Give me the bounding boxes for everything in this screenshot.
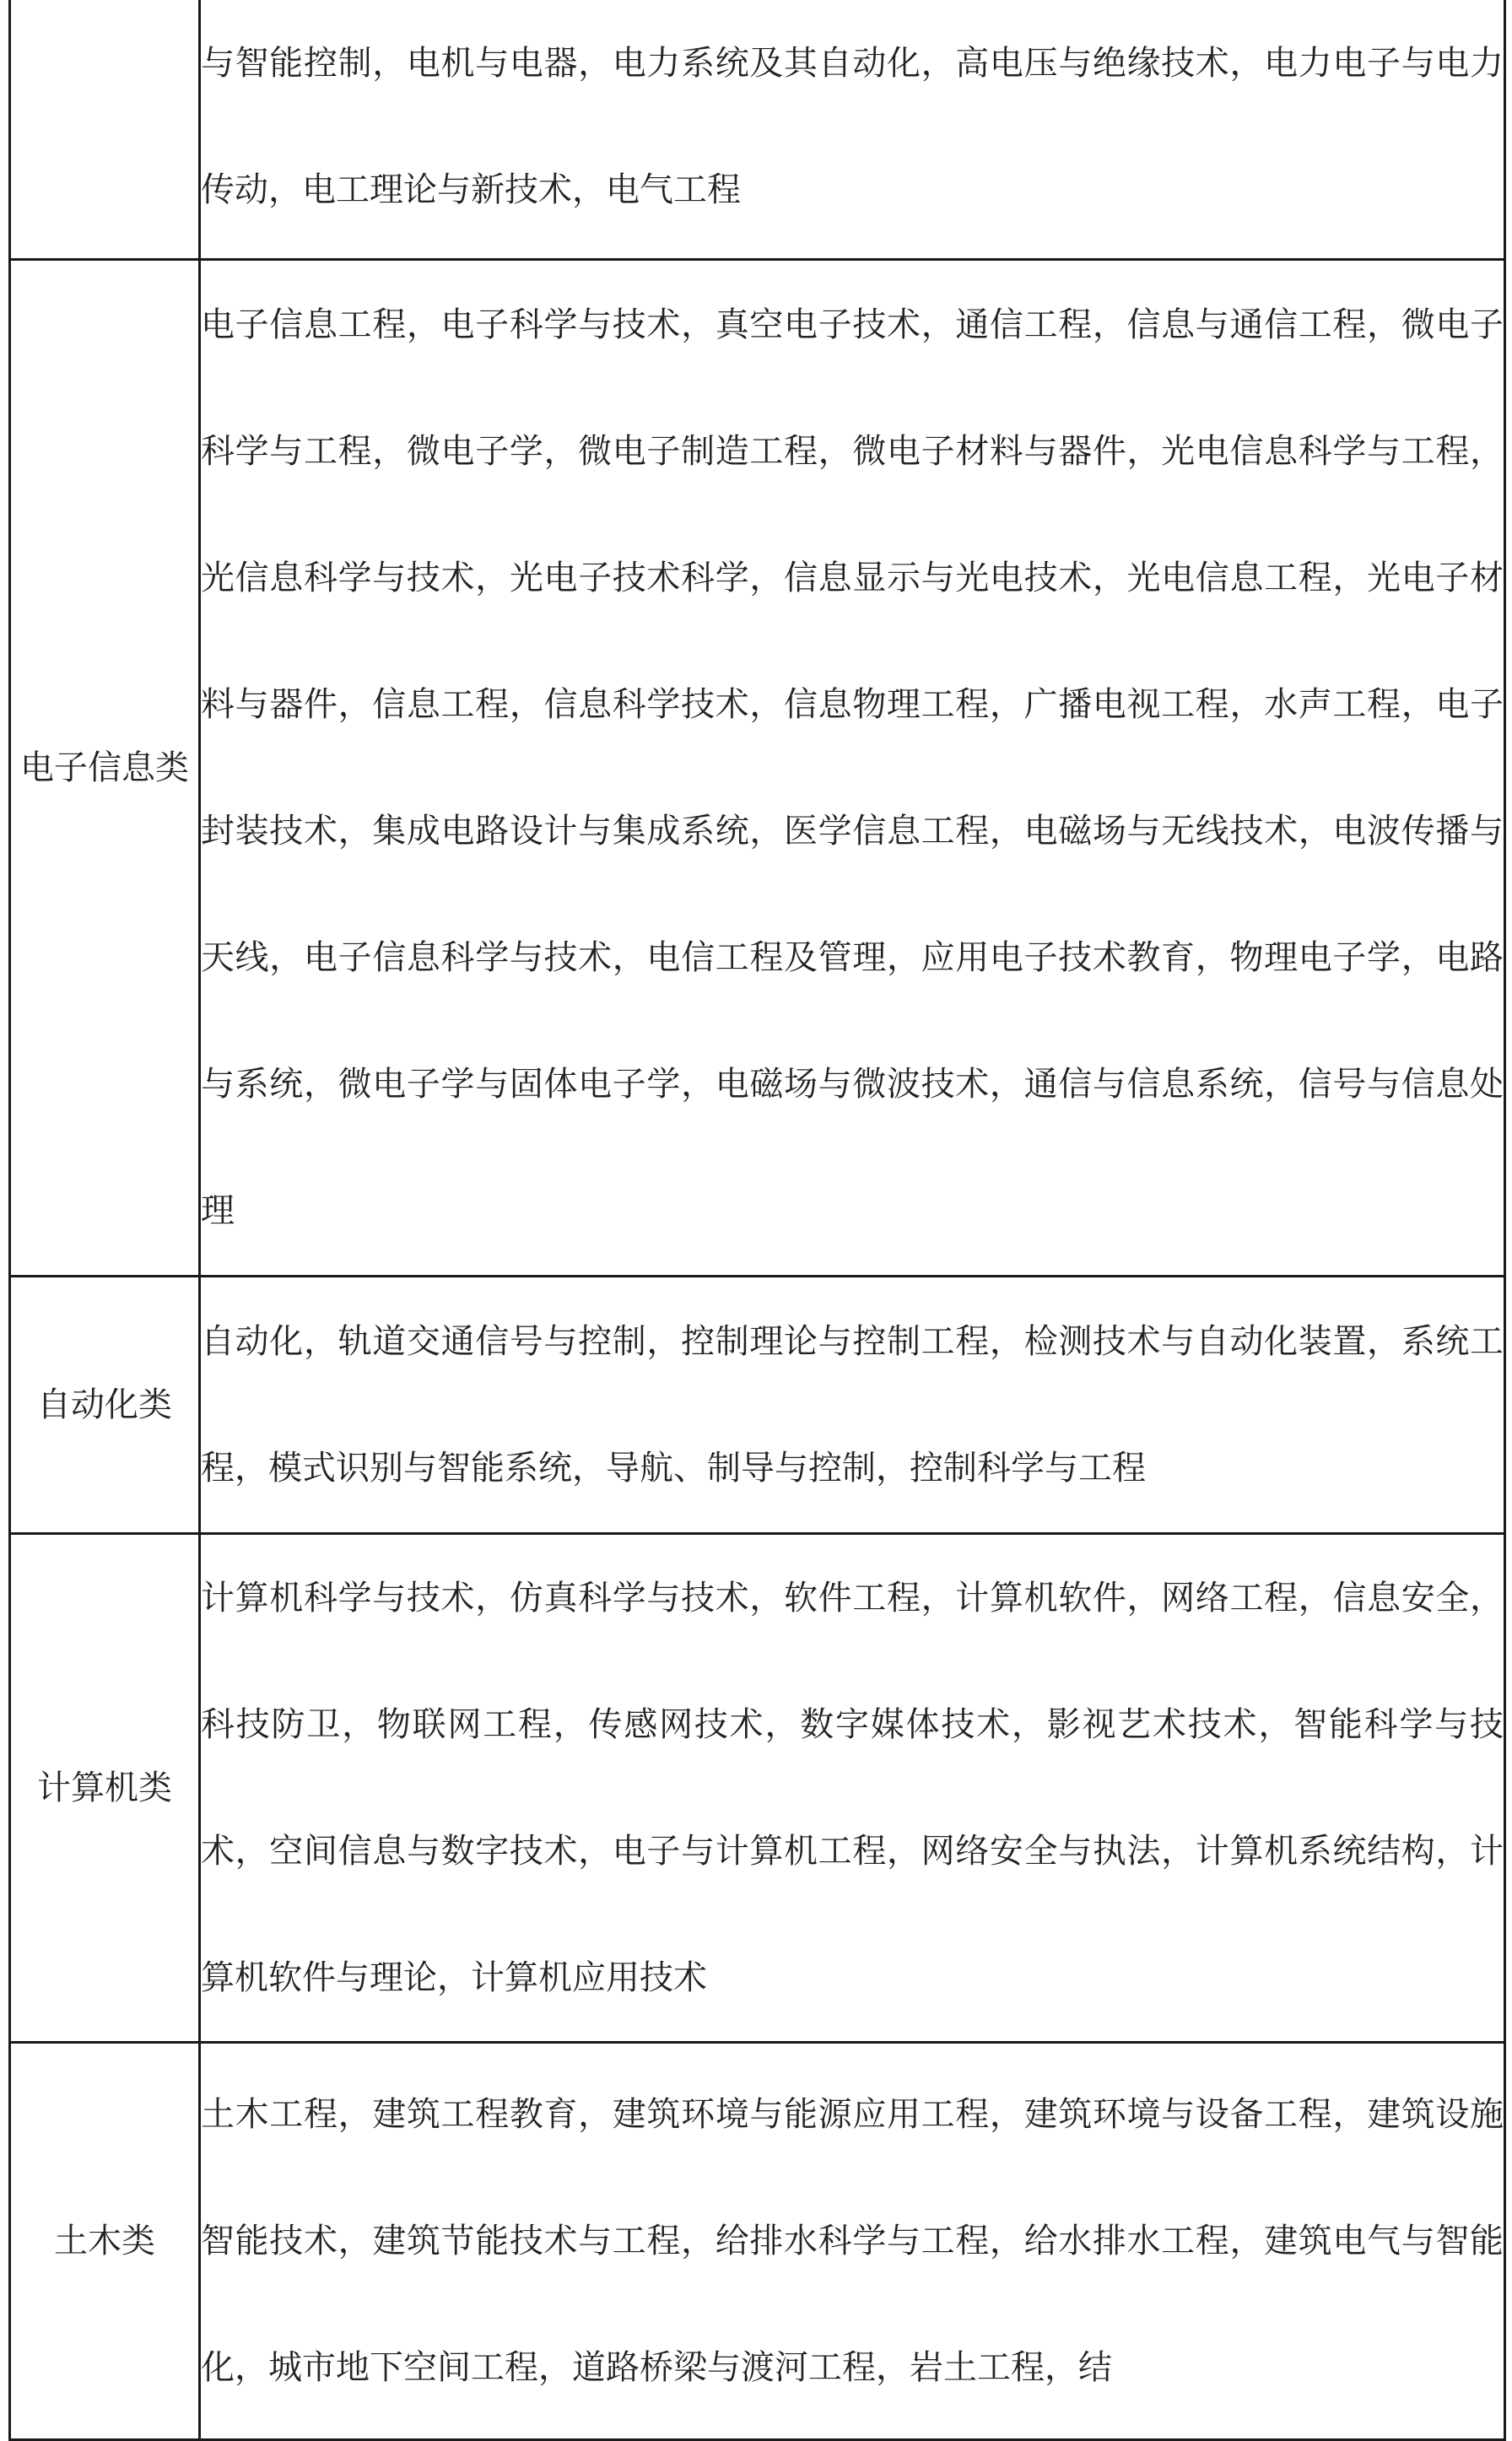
category-cell bbox=[10, 1534, 200, 2043]
majors-cell bbox=[200, 1534, 1505, 2043]
table-row-automation bbox=[10, 1277, 1505, 1534]
majors-cell bbox=[200, 0, 1505, 260]
majors-list: 计算机科学与技术，仿真科学与技术，软件工程，计算机软件，网络工程，信息安全，科技防卫，物联网工程，传感网技术，数字媒体技术，影视艺术技术，智能科学与技术，空间信息与数字技术，电子与计算机工程，网络安全与执法，计算机系统结构，计算机软件与理论，计算机应用技术 bbox=[201, 1579, 1504, 1997]
table-row-electrical-continued bbox=[10, 0, 1505, 260]
category-cell bbox=[10, 2043, 200, 2440]
majors-list: 自动化，轨道交通信号与控制，控制理论与控制工程，检测技术与自动化装置，系统工程，模式识别与智能系统，导航、制导与控制，控制科学与工程 bbox=[201, 1322, 1504, 1488]
majors-table bbox=[8, 0, 1506, 2441]
table-row-civil-engineering bbox=[10, 2043, 1505, 2440]
table-row-electronic-information bbox=[10, 260, 1505, 1277]
category-cell bbox=[10, 0, 200, 260]
majors-cell bbox=[200, 1277, 1505, 1534]
category-label: 电子信息类 bbox=[20, 748, 189, 787]
majors-list: 土木工程，建筑工程教育，建筑环境与能源应用工程，建筑环境与设备工程，建筑设施智能技术，建筑节能技术与工程，给排水科学与工程，给水排水工程，建筑电气与智能化，城市地下空间工程，道路桥梁与渡河工程，岩土工程，结 bbox=[201, 2095, 1504, 2387]
majors-cell bbox=[200, 260, 1505, 1277]
category-label: 自动化类 bbox=[37, 1385, 172, 1424]
majors-list: 与智能控制，电机与电器，电力系统及其自动化，高电压与绝缘技术，电力电子与电力传动，电工理论与新技术，电气工程 bbox=[201, 44, 1504, 209]
category-label: 土木类 bbox=[54, 2222, 155, 2260]
majors-cell bbox=[200, 2043, 1505, 2440]
category-label: 计算机类 bbox=[37, 1769, 172, 1807]
majors-list: 电子信息工程，电子科学与技术，真空电子技术，通信工程，信息与通信工程，微电子科学与工程，微电子学，微电子制造工程，微电子材料与器件，光电信息科学与工程，光信息科学与技术，光电子技术科学，信息显示与光电技术，光电信息工程，光电子材料与器件，信息工程，信息科学技术，信息物理工程，广播电视工程，水声工程，电子封装技术，集成电路设计与集成系统，医学信息工程，电磁场与无线技术，电波传播与天线，电子信息科学与技术，电信工程及管理，应用电子技术教育，物理电子学，电路与系统，微电子学与固体电子学，电磁场与微波技术，通信与信息系统，信号与信息处理 bbox=[201, 305, 1504, 1230]
category-cell bbox=[10, 1277, 200, 1534]
category-cell bbox=[10, 260, 200, 1277]
table-row-computer bbox=[10, 1534, 1505, 2043]
